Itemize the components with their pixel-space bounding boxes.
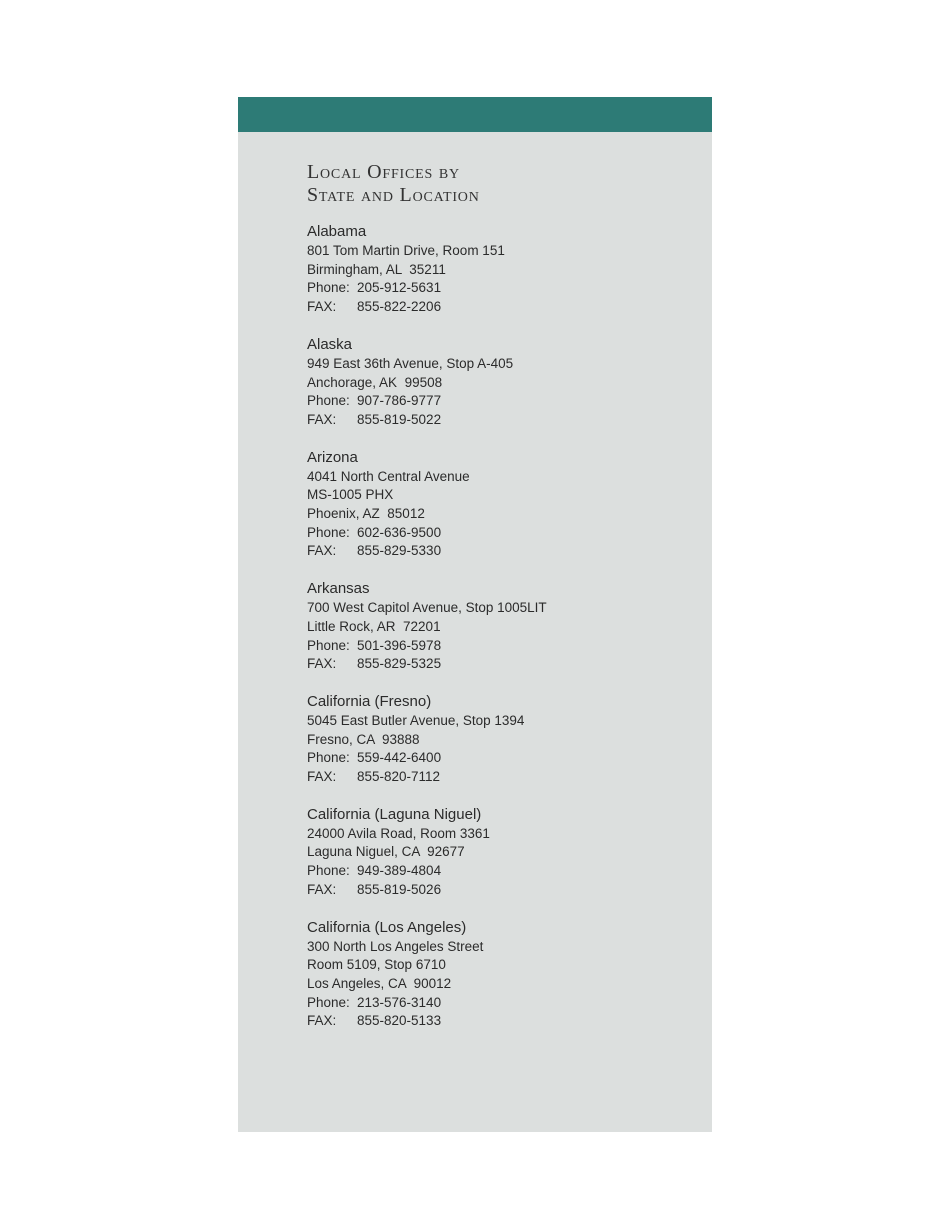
office-entry (307, 579, 687, 674)
office-address-line: 801 Tom Martin Drive, Room 151 (307, 243, 505, 258)
office-entry (307, 692, 687, 787)
office-fax (307, 411, 687, 430)
fax-label: FAX: (307, 543, 337, 559)
fax-number: 855-829-5325 (357, 656, 442, 672)
office-address-line: Little Rock, AR 72201 (307, 618, 441, 634)
office-address-line: Birmingham, AL 35211 (307, 261, 446, 277)
office-address-line: Los Angeles, CA 90012 (307, 975, 452, 991)
office-address-line: Room 5109, Stop 6710 (307, 957, 446, 973)
office-entry (307, 335, 687, 430)
phone-label: Phone: (307, 524, 350, 540)
office-phone (307, 994, 687, 1013)
office-phone (307, 279, 687, 298)
office-state: California (Fresno) (307, 692, 432, 710)
fax-label: FAX: (307, 769, 337, 785)
office-entry (307, 805, 687, 900)
phone-number: 907-786-9777 (357, 393, 442, 409)
fax-number: 855-819-5026 (357, 881, 442, 897)
page-title (307, 161, 687, 207)
office-fax (307, 881, 687, 900)
office-address-line: 700 West Capitol Avenue, Stop 1005LIT (307, 600, 547, 616)
phone-label: Phone: (307, 750, 350, 766)
office-entry (307, 448, 687, 562)
phone-label: Phone: (307, 280, 350, 296)
office-state: California (Laguna Niguel) (307, 805, 482, 823)
phone-number: 205-912-5631 (357, 280, 442, 296)
office-fax (307, 1012, 687, 1031)
office-phone (307, 862, 687, 881)
office-address-line: 24000 Avila Road, Room 3361 (307, 825, 490, 841)
phone-label: Phone: (307, 863, 350, 879)
fax-label: FAX: (307, 881, 337, 897)
phone-number: 559-442-6400 (357, 750, 442, 766)
office-phone (307, 392, 687, 411)
office-fax (307, 768, 687, 787)
fax-label: FAX: (307, 411, 337, 427)
title-line-1: Local Offices by (307, 161, 460, 183)
office-state: California (Los Angeles) (307, 918, 467, 936)
office-phone (307, 749, 687, 768)
office-state: Alaska (307, 335, 353, 353)
title-line-2: State and Location (307, 184, 480, 206)
office-state: Alabama (307, 223, 367, 240)
office-address-line: 5045 East Butler Avenue, Stop 1394 (307, 712, 525, 728)
office-fax (307, 298, 687, 317)
phone-number: 949-389-4804 (357, 863, 442, 879)
office-entry (307, 918, 687, 1032)
phone-label: Phone: (307, 393, 350, 409)
fax-number: 855-822-2206 (357, 299, 442, 315)
office-address-line: Phoenix, AZ 85012 (307, 506, 425, 522)
office-address-line: 949 East 36th Avenue, Stop A-405 (307, 355, 514, 371)
office-fax (307, 655, 687, 674)
office-address-line: Anchorage, AK 99508 (307, 374, 443, 390)
phone-label: Phone: (307, 994, 350, 1010)
phone-number: 602-636-9500 (357, 524, 442, 540)
office-address-line: 300 North Los Angeles Street (307, 938, 484, 954)
office-entry (307, 222, 687, 317)
office-list (307, 222, 687, 1031)
office-address-line: MS-1005 PHX (307, 487, 394, 503)
office-state: Arkansas (307, 580, 370, 598)
office-fax (307, 542, 687, 561)
office-address-line: 4041 North Central Avenue (307, 468, 470, 484)
fax-number: 855-820-5133 (357, 1013, 442, 1029)
offices-panel (238, 97, 712, 1132)
fax-label: FAX: (307, 656, 337, 672)
header-band (238, 97, 712, 132)
phone-number: 501-396-5978 (357, 637, 442, 653)
fax-number: 855-819-5022 (357, 411, 442, 427)
phone-label: Phone: (307, 637, 350, 653)
office-phone (307, 637, 687, 656)
fax-label: FAX: (307, 1013, 337, 1029)
office-address-line: Laguna Niguel, CA 92677 (307, 844, 465, 860)
office-state: Arizona (307, 448, 358, 466)
fax-number: 855-820-7112 (357, 769, 441, 785)
fax-number: 855-829-5330 (357, 543, 442, 559)
fax-label: FAX: (307, 299, 337, 315)
office-address-line: Fresno, CA 93888 (307, 731, 420, 747)
office-phone (307, 524, 687, 543)
panel-content (307, 161, 687, 1049)
phone-number: 213-576-3140 (357, 994, 442, 1010)
